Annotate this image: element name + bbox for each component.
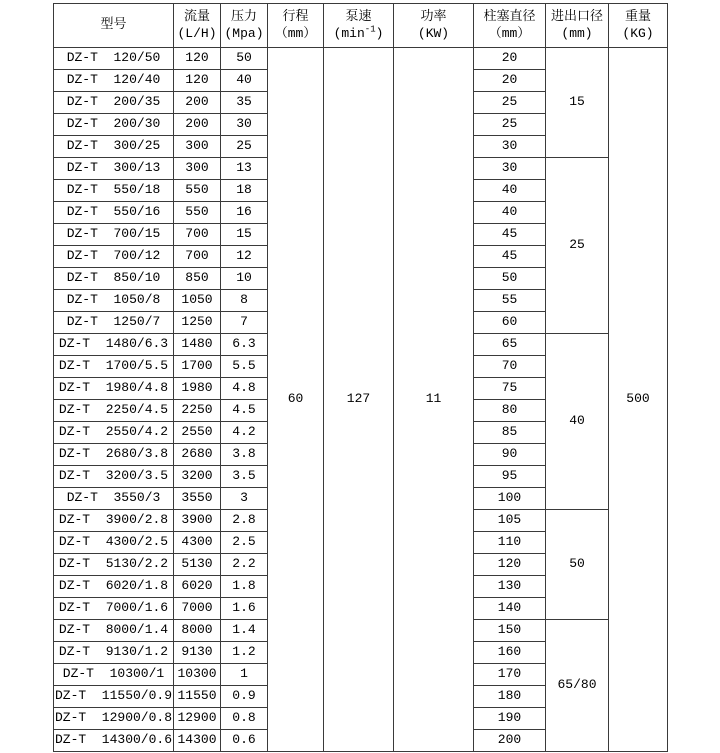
- cell-flow: 300: [174, 158, 221, 180]
- cell-model: DZ-T 9130/1.2: [54, 642, 174, 664]
- cell-model: DZ-T 2250/4.5: [54, 400, 174, 422]
- cell-flow: 5130: [174, 554, 221, 576]
- cell-flow: 700: [174, 246, 221, 268]
- cell-model: DZ-T 6020/1.8: [54, 576, 174, 598]
- cell-flow: 120: [174, 48, 221, 70]
- cell-plunger: 65: [474, 334, 546, 356]
- cell-flow: 1700: [174, 356, 221, 378]
- header-power-label: 功率: [420, 9, 447, 25]
- header-pressure-label: 压力: [230, 9, 257, 25]
- cell-plunger: 45: [474, 246, 546, 268]
- cell-model: DZ-T 3550/3: [54, 488, 174, 510]
- cell-plunger: 80: [474, 400, 546, 422]
- cell-flow: 1250: [174, 312, 221, 334]
- header-weight-label: 重量: [624, 9, 651, 25]
- cell-pressure: 1.6: [221, 598, 268, 620]
- cell-model: DZ-T 550/18: [54, 180, 174, 202]
- cell-model: DZ-T 1480/6.3: [54, 334, 174, 356]
- cell-pressure: 0.8: [221, 708, 268, 730]
- cell-pressure: 40: [221, 70, 268, 92]
- cell-pressure: 0.9: [221, 686, 268, 708]
- cell-pressure: 2.5: [221, 532, 268, 554]
- cell-stroke-merged: 60: [268, 48, 324, 752]
- cell-model: DZ-T 4300/2.5: [54, 532, 174, 554]
- cell-pressure: 6.3: [221, 334, 268, 356]
- cell-plunger: 140: [474, 598, 546, 620]
- cell-plunger: 120: [474, 554, 546, 576]
- cell-pressure: 12: [221, 246, 268, 268]
- cell-flow: 1980: [174, 378, 221, 400]
- cell-plunger: 85: [474, 422, 546, 444]
- header-inlet-outlet-unit: (mm): [561, 25, 593, 41]
- cell-model: DZ-T 850/10: [54, 268, 174, 290]
- cell-plunger: 130: [474, 576, 546, 598]
- header-power: [394, 4, 474, 48]
- cell-flow: 2250: [174, 400, 221, 422]
- cell-model: DZ-T 14300/0.6: [54, 730, 174, 752]
- cell-pressure: 1.4: [221, 620, 268, 642]
- cell-flow: 8000: [174, 620, 221, 642]
- cell-flow: 6020: [174, 576, 221, 598]
- cell-pressure: 16: [221, 202, 268, 224]
- cell-pressure: 1.2: [221, 642, 268, 664]
- cell-inlet-outlet-merged: 15: [546, 48, 609, 158]
- cell-plunger: 160: [474, 642, 546, 664]
- cell-pressure: 8: [221, 290, 268, 312]
- cell-model: DZ-T 1700/5.5: [54, 356, 174, 378]
- cell-plunger: 20: [474, 70, 546, 92]
- cell-flow: 3550: [174, 488, 221, 510]
- header-inlet-outlet: [546, 4, 609, 48]
- cell-pressure: 18: [221, 180, 268, 202]
- header-plunger-label: 柱塞直径: [483, 9, 536, 25]
- cell-flow: 200: [174, 92, 221, 114]
- cell-pressure: 1: [221, 664, 268, 686]
- cell-model: DZ-T 120/50: [54, 48, 174, 70]
- header-stroke-label: 行程: [282, 9, 309, 25]
- cell-inlet-outlet-merged: 65/80: [546, 620, 609, 752]
- cell-flow: 550: [174, 202, 221, 224]
- cell-pressure: 7: [221, 312, 268, 334]
- cell-pressure: 4.2: [221, 422, 268, 444]
- cell-plunger: 180: [474, 686, 546, 708]
- cell-plunger: 55: [474, 290, 546, 312]
- cell-pressure: 15: [221, 224, 268, 246]
- cell-plunger: 40: [474, 180, 546, 202]
- cell-plunger: 190: [474, 708, 546, 730]
- cell-model: DZ-T 120/40: [54, 70, 174, 92]
- header-speed-label: 泵速: [345, 9, 372, 25]
- pump-spec-table: [53, 3, 668, 752]
- cell-model: DZ-T 1250/7: [54, 312, 174, 334]
- cell-model: DZ-T 11550/0.9: [54, 686, 174, 708]
- cell-flow: 200: [174, 114, 221, 136]
- cell-plunger: 45: [474, 224, 546, 246]
- cell-model: DZ-T 2550/4.2: [54, 422, 174, 444]
- header-power-unit: (KW): [417, 25, 450, 41]
- cell-model: DZ-T 7000/1.6: [54, 598, 174, 620]
- cell-flow: 12900: [174, 708, 221, 730]
- cell-plunger: 100: [474, 488, 546, 510]
- cell-model: DZ-T 3900/2.8: [54, 510, 174, 532]
- table-row: [54, 48, 668, 70]
- cell-flow: 300: [174, 136, 221, 158]
- cell-plunger: 25: [474, 114, 546, 136]
- cell-pressure: 0.6: [221, 730, 268, 752]
- header-flow-unit: (L/H): [177, 25, 217, 41]
- cell-flow: 2680: [174, 444, 221, 466]
- cell-model: DZ-T 200/30: [54, 114, 174, 136]
- cell-plunger: 150: [474, 620, 546, 642]
- cell-pressure: 1.8: [221, 576, 268, 598]
- cell-model: DZ-T 5130/2.2: [54, 554, 174, 576]
- cell-plunger: 20: [474, 48, 546, 70]
- header-plunger-unit: （mm）: [488, 25, 531, 41]
- cell-model: DZ-T 3200/3.5: [54, 466, 174, 488]
- cell-inlet-outlet-merged: 40: [546, 334, 609, 510]
- cell-pressure: 30: [221, 114, 268, 136]
- cell-model: DZ-T 1050/8: [54, 290, 174, 312]
- cell-weight-merged: 500: [609, 48, 668, 752]
- cell-pressure: 25: [221, 136, 268, 158]
- cell-flow: 120: [174, 70, 221, 92]
- header-weight: [609, 4, 668, 48]
- cell-model: DZ-T 1980/4.8: [54, 378, 174, 400]
- cell-model: DZ-T 550/16: [54, 202, 174, 224]
- cell-plunger: 30: [474, 158, 546, 180]
- cell-model: DZ-T 300/13: [54, 158, 174, 180]
- cell-pressure: 4.5: [221, 400, 268, 422]
- header-speed-unit-exponent: -1: [364, 24, 376, 35]
- table-header: [54, 4, 668, 48]
- cell-pressure: 3: [221, 488, 268, 510]
- cell-model: DZ-T 700/15: [54, 224, 174, 246]
- cell-pressure: 10: [221, 268, 268, 290]
- header-pressure: [221, 4, 268, 48]
- cell-flow: 11550: [174, 686, 221, 708]
- cell-flow: 4300: [174, 532, 221, 554]
- table-body: [54, 48, 668, 752]
- header-pressure-unit: (Mpa): [224, 25, 264, 41]
- cell-pressure: 3.8: [221, 444, 268, 466]
- cell-plunger: 90: [474, 444, 546, 466]
- cell-flow: 2550: [174, 422, 221, 444]
- cell-inlet-outlet-merged: 25: [546, 158, 609, 334]
- header-flow-label: 流量: [183, 9, 210, 25]
- cell-plunger: 110: [474, 532, 546, 554]
- header-speed: [324, 4, 394, 48]
- cell-flow: 700: [174, 224, 221, 246]
- cell-flow: 14300: [174, 730, 221, 752]
- cell-speed-merged: 127: [324, 48, 394, 752]
- cell-pressure: 35: [221, 92, 268, 114]
- header-flow: [174, 4, 221, 48]
- cell-model: DZ-T 12900/0.8: [54, 708, 174, 730]
- cell-flow: 550: [174, 180, 221, 202]
- header-plunger: [474, 4, 546, 48]
- cell-flow: 1480: [174, 334, 221, 356]
- cell-plunger: 60: [474, 312, 546, 334]
- header-stroke-unit: （mm）: [274, 25, 317, 41]
- cell-flow: 9130: [174, 642, 221, 664]
- header-model: [54, 4, 174, 48]
- cell-plunger: 30: [474, 136, 546, 158]
- cell-flow: 1050: [174, 290, 221, 312]
- cell-plunger: 70: [474, 356, 546, 378]
- header-inlet-outlet-label: 进出口径: [550, 9, 603, 25]
- cell-plunger: 50: [474, 268, 546, 290]
- cell-pressure: 2.8: [221, 510, 268, 532]
- header-stroke: [268, 4, 324, 48]
- header-model-label: 型号: [100, 17, 127, 33]
- cell-pressure: 5.5: [221, 356, 268, 378]
- cell-flow: 850: [174, 268, 221, 290]
- cell-inlet-outlet-merged: 50: [546, 510, 609, 620]
- cell-model: DZ-T 10300/1: [54, 664, 174, 686]
- header-row: [54, 4, 668, 48]
- cell-flow: 3200: [174, 466, 221, 488]
- cell-pressure: 4.8: [221, 378, 268, 400]
- cell-flow: 7000: [174, 598, 221, 620]
- cell-pressure: 3.5: [221, 466, 268, 488]
- cell-plunger: 95: [474, 466, 546, 488]
- cell-plunger: 40: [474, 202, 546, 224]
- header-weight-unit: (KG): [622, 25, 654, 41]
- cell-model: DZ-T 300/25: [54, 136, 174, 158]
- cell-power-merged: 11: [394, 48, 474, 752]
- cell-model: DZ-T 2680/3.8: [54, 444, 174, 466]
- cell-flow: 3900: [174, 510, 221, 532]
- cell-plunger: 200: [474, 730, 546, 752]
- header-speed-unit: $(\min^{-1})$: [333, 24, 384, 41]
- cell-plunger: 25: [474, 92, 546, 114]
- cell-flow: 10300: [174, 664, 221, 686]
- cell-pressure: 13: [221, 158, 268, 180]
- cell-model: DZ-T 200/35: [54, 92, 174, 114]
- cell-model: DZ-T 700/12: [54, 246, 174, 268]
- cell-pressure: 50: [221, 48, 268, 70]
- cell-plunger: 105: [474, 510, 546, 532]
- cell-plunger: 75: [474, 378, 546, 400]
- cell-pressure: 2.2: [221, 554, 268, 576]
- cell-plunger: 170: [474, 664, 546, 686]
- cell-model: DZ-T 8000/1.4: [54, 620, 174, 642]
